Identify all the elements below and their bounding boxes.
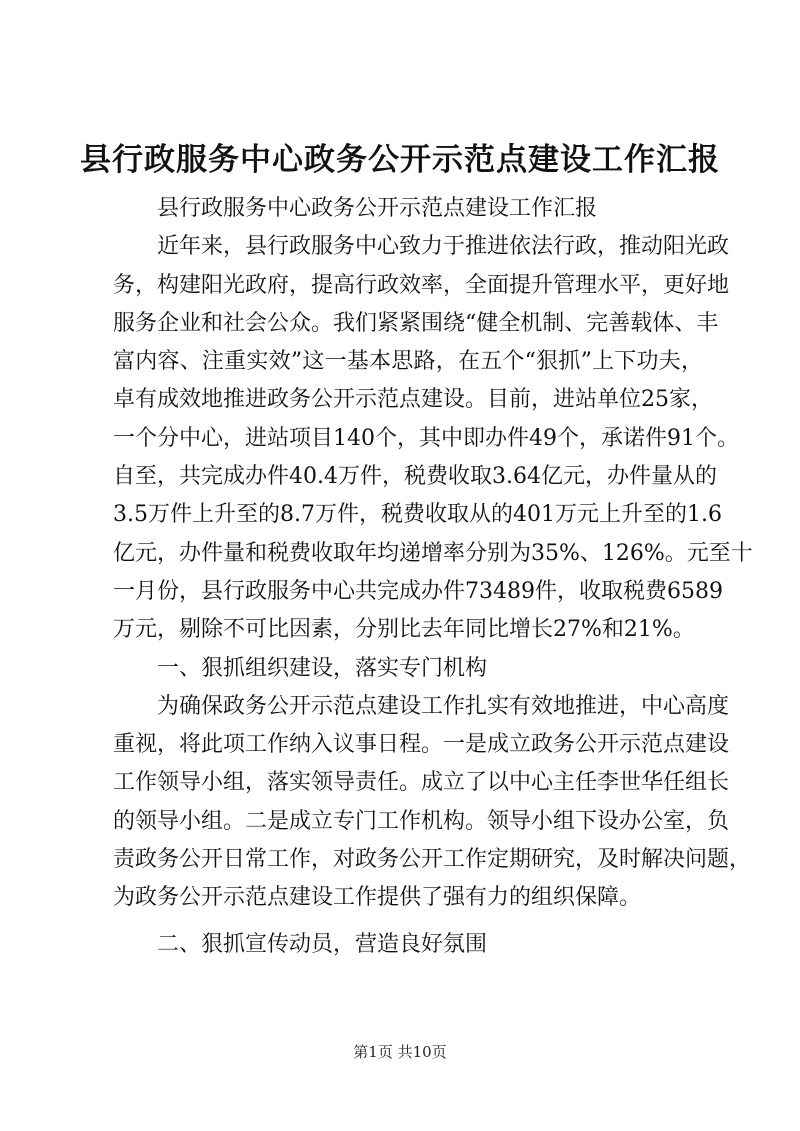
intro-line: 服务企业和社会公众。我们紧紧围绕“健全机制、完善载体、丰 (113, 310, 719, 336)
page-number-footer: 第1页 共10页 (353, 1043, 447, 1061)
section-1-line: 责政务公开日常工作，对政务公开工作定期研究，及时解决问题， (113, 847, 752, 873)
section-1-line: 重视，将此项工作纳入议事日程。一是成立政务公开示范点建设 (113, 732, 730, 758)
section-1-paragraph (113, 688, 752, 918)
subtitle-line: 县行政服务中心政务公开示范点建设工作汇报 (157, 196, 598, 221)
section-heading-2: 二、狠抓宣传动员，营造良好氛围 (157, 931, 488, 957)
document-title: 县行政服务中心政务公开示范点建设工作汇报 (80, 142, 720, 178)
intro-line: 一月份，县行政服务中心共完成办件73489件，收取税费6589 (113, 578, 723, 604)
intro-line: 务，构建阳光政府，提高行政效率，全面提升管理水平，更好地 (113, 272, 730, 298)
intro-line: 亿元，办件量和税费收取年均递增率分别为35%、126%。元至十 (113, 540, 753, 566)
intro-line: 自至，共完成办件40.4万件，税费收取3.64亿元，办件量从的 (113, 464, 717, 490)
section-1-line: 为确保政务公开示范点建设工作扎实有效地推进，中心高度 (157, 693, 730, 719)
intro-line: 卓有成效地推进政务公开示范点建设。目前，进站单位25家， (113, 387, 713, 413)
section-1-line: 的领导小组。二是成立专门工作机构。领导小组下设办公室，负 (113, 808, 730, 834)
section-heading-1: 一、狠抓组织建设，落实专门机构 (157, 655, 488, 681)
intro-line: 富内容、注重实效”这一基本思路，在五个“狠抓”上下功夫， (113, 349, 703, 375)
intro-line: 一个分中心，进站项目140个，其中即办件49个，承诺件91个。 (113, 425, 739, 451)
intro-paragraph (113, 228, 753, 649)
section-1-line: 为政务公开示范点建设工作提供了强有力的组织保障。 (113, 885, 642, 911)
paragraph-spacer (113, 918, 703, 926)
intro-line: 近年来，县行政服务中心致力于推进依法行政，推动阳光政 (157, 234, 730, 260)
intro-line: 万元，剔除不可比因素，分别比去年同比增长27%和21%。 (113, 617, 695, 643)
section-1-line: 工作领导小组，落实领导责任。成立了以中心主任李世华任组长 (113, 770, 730, 796)
document-body (113, 190, 753, 964)
intro-line: 3.5万件上升至的8.7万件，税费收取从的401万元上升至的1.6 (113, 502, 722, 528)
